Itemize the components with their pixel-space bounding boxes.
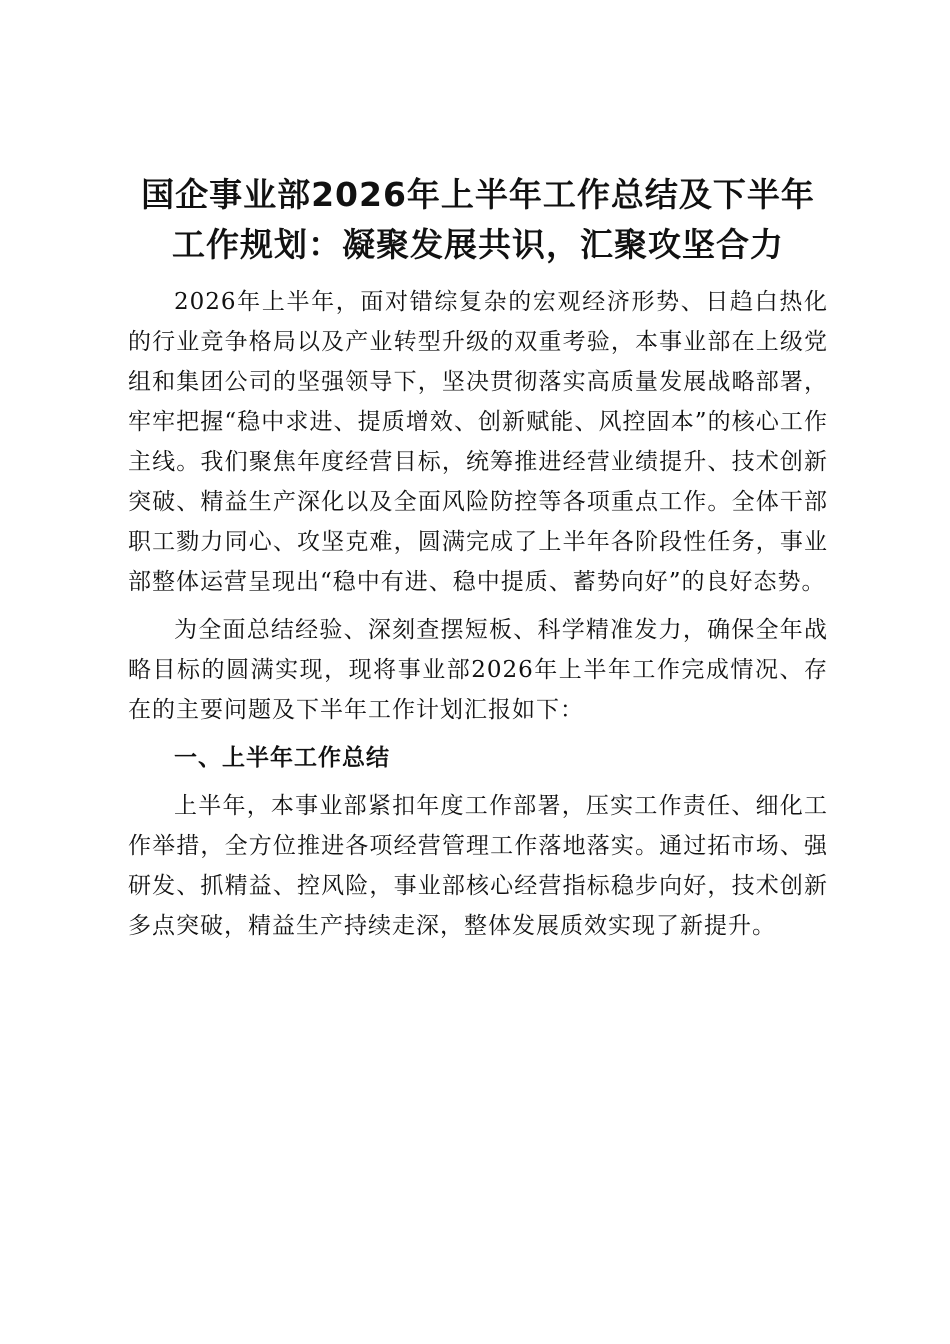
section-1-paragraph: 上半年，本事业部紧扣年度工作部署，压实工作责任、细化工作举措，全方位推进各项经营管理工作落地落实。通过拓市场、强研发、抓精益、控风险，事业部核心经营指标稳步向好，技术创新多点突破，精益生产持续走深，整体发展质效实现了新提升。 <box>128 793 828 939</box>
document-page <box>128 170 828 954</box>
purpose-paragraph: 为全面总结经验、深刻查摆短板、科学精准发力，确保全年战略目标的圆满实现，现将事业部2026年上半年工作完成情况、存在的主要问题及下半年工作计划汇报如下： <box>128 617 828 723</box>
document-title <box>128 170 828 270</box>
section-1-heading: 一、上半年工作总结 <box>174 745 390 771</box>
title-line-2: 工作规划：凝聚发展共识，汇聚攻坚合力 <box>172 225 784 264</box>
intro-paragraph: 2026年上半年，面对错综复杂的宏观经济形势、日趋白热化的行业竞争格局以及产业转型升级的双重考验，本事业部在上级党组和集团公司的坚强领导下，坚决贯彻落实高质量发展战略部署，牢牢把握“稳中求进、提质增效、创新赋能、风控固本”的核心工作主线。我们聚焦年度经营目标，统筹推进经营业绩提升、技术创新突破、精益生产深化以及全面风险防控等各项重点工作。全体干部职工勠力同心、攻坚克难，圆满完成了上半年各阶段性任务，事业部整体运营呈现出“稳中有进、稳中提质、蓄势向好”的良好态势。 <box>128 289 828 595</box>
title-line-1: 国企事业部2026年上半年工作总结及下半年 <box>141 175 815 214</box>
